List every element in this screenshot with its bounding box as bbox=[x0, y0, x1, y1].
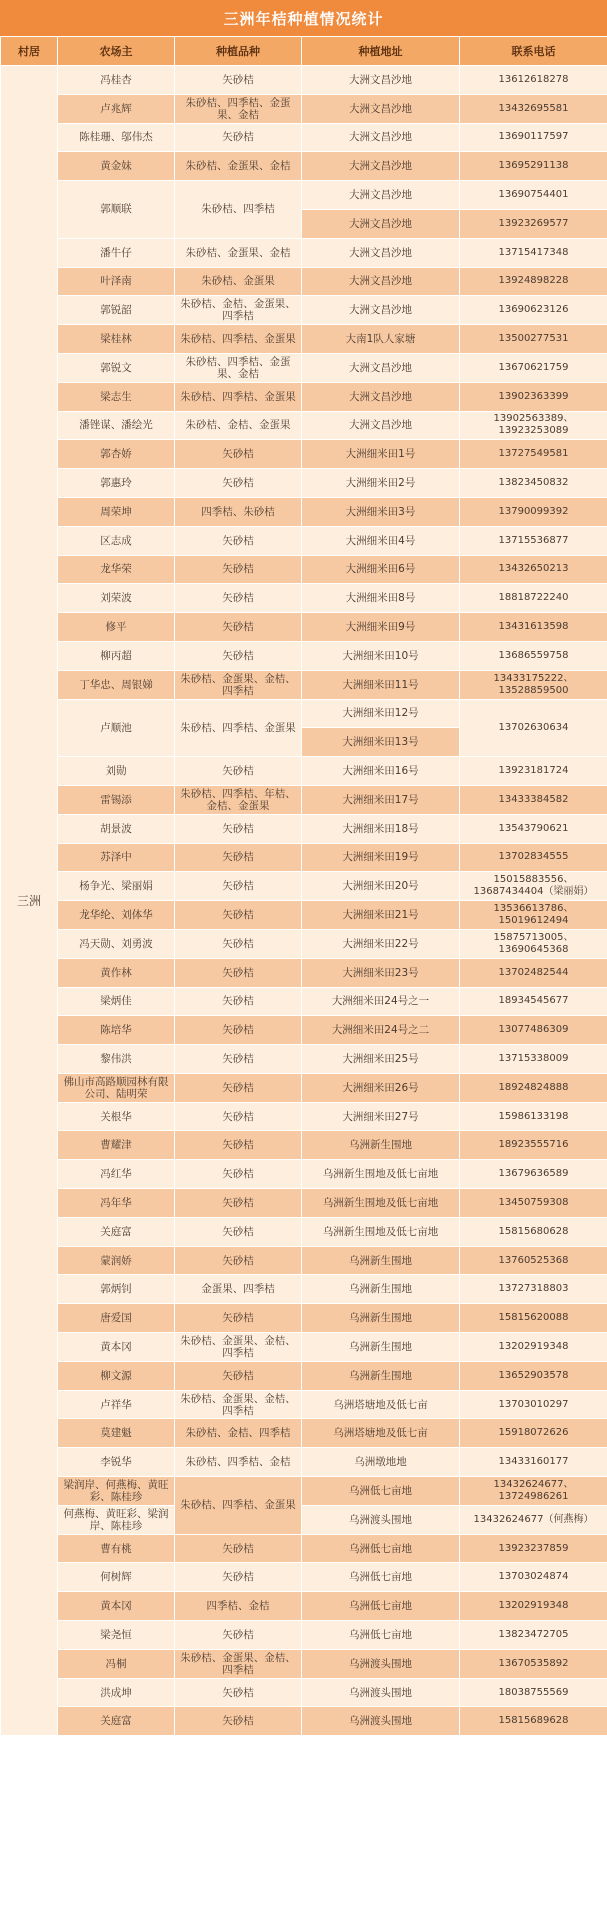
variety-cell: 矢砂桔 bbox=[175, 1016, 302, 1045]
farmer-cell: 潘锉谋、潘绘光 bbox=[58, 411, 175, 440]
farmer-cell: 曹有桃 bbox=[58, 1534, 175, 1563]
table-row bbox=[1, 958, 607, 987]
phone-cell: 15815689628 bbox=[460, 1707, 607, 1736]
variety-cell: 矢砂桔 bbox=[175, 469, 302, 498]
phone-cell: 13202919348 bbox=[460, 1592, 607, 1621]
address-cell: 大洲文昌沙地 bbox=[302, 152, 460, 181]
address-cell: 大洲文昌沙地 bbox=[302, 382, 460, 411]
variety-cell: 朱砂桔、四季桔、金蛋果、金桔 bbox=[175, 353, 302, 382]
variety-cell: 朱砂桔、四季桔、金蛋果、金桔 bbox=[175, 94, 302, 123]
address-cell: 乌洲渡头围地 bbox=[302, 1678, 460, 1707]
address-cell: 大洲细米田6号 bbox=[302, 555, 460, 584]
farmer-cell: 郭锐文 bbox=[58, 353, 175, 382]
farmer-cell: 何燕梅、黄旺彩、梁润岸、陈桂珍 bbox=[58, 1505, 175, 1534]
variety-cell: 矢砂桔 bbox=[175, 123, 302, 152]
address-cell: 大洲细米田8号 bbox=[302, 584, 460, 613]
address-cell: 大洲细米田22号 bbox=[302, 929, 460, 958]
variety-cell: 矢砂桔 bbox=[175, 987, 302, 1016]
address-cell: 大洲细米田27号 bbox=[302, 1102, 460, 1131]
address-cell: 大洲细米田10号 bbox=[302, 641, 460, 670]
table-row bbox=[1, 1189, 607, 1218]
phone-cell: 13686559758 bbox=[460, 641, 607, 670]
table-row bbox=[1, 1361, 607, 1390]
variety-cell: 朱砂桔、金蛋果、金桔、四季桔 bbox=[175, 1649, 302, 1678]
farmer-cell: 冯天勋、刘勇波 bbox=[58, 929, 175, 958]
address-cell: 大洲细米田16号 bbox=[302, 757, 460, 786]
address-cell: 大洲细米田13号 bbox=[302, 728, 460, 757]
farmer-cell: 郭顺联 bbox=[58, 181, 175, 239]
phone-cell: 13690754401 bbox=[460, 181, 607, 210]
table-header-row bbox=[1, 37, 607, 66]
address-cell: 乌洲低七亩地 bbox=[302, 1592, 460, 1621]
farmer-cell: 陈桂珊、邬伟杰 bbox=[58, 123, 175, 152]
address-cell: 大洲细米田18号 bbox=[302, 814, 460, 843]
address-cell: 大洲细米田20号 bbox=[302, 872, 460, 901]
address-cell: 乌洲新生围地及低七亩地 bbox=[302, 1217, 460, 1246]
phone-cell: 13670621759 bbox=[460, 353, 607, 382]
variety-cell: 朱砂桔、金蛋果、金桔、四季桔 bbox=[175, 1333, 302, 1362]
address-cell: 大洲文昌沙地 bbox=[302, 209, 460, 238]
address-cell: 乌洲渡头围地 bbox=[302, 1505, 460, 1534]
table-row bbox=[1, 641, 607, 670]
header-variety: 种植品种 bbox=[175, 37, 302, 66]
table-row bbox=[1, 1304, 607, 1333]
address-cell: 大洲细米田26号 bbox=[302, 1073, 460, 1102]
table-row bbox=[1, 296, 607, 325]
variety-cell: 朱砂桔、四季桔、金蛋果 bbox=[175, 699, 302, 757]
table-row bbox=[1, 1621, 607, 1650]
address-cell: 大洲文昌沙地 bbox=[302, 238, 460, 267]
table-row bbox=[1, 1390, 607, 1419]
phone-cell: 13679636589 bbox=[460, 1160, 607, 1189]
variety-cell: 矢砂桔 bbox=[175, 1534, 302, 1563]
variety-cell: 朱砂桔、金蛋果 bbox=[175, 267, 302, 296]
address-cell: 乌洲塔塘地及低七亩 bbox=[302, 1419, 460, 1448]
farmer-cell: 黄本冈 bbox=[58, 1592, 175, 1621]
variety-cell: 矢砂桔 bbox=[175, 757, 302, 786]
table-row bbox=[1, 555, 607, 584]
variety-cell: 朱砂桔、金蛋果、金桔、四季桔 bbox=[175, 670, 302, 699]
farmer-cell: 何树辉 bbox=[58, 1563, 175, 1592]
farmer-cell: 叶泽南 bbox=[58, 267, 175, 296]
farmer-cell: 卢兆辉 bbox=[58, 94, 175, 123]
table-row bbox=[1, 325, 607, 354]
address-cell: 大洲细米田12号 bbox=[302, 699, 460, 728]
phone-cell: 13703024874 bbox=[460, 1563, 607, 1592]
address-cell: 乌洲塔塘地及低七亩 bbox=[302, 1390, 460, 1419]
variety-cell: 矢砂桔 bbox=[175, 958, 302, 987]
variety-cell: 矢砂桔 bbox=[175, 440, 302, 469]
table-row bbox=[1, 1275, 607, 1304]
phone-cell: 13823472705 bbox=[460, 1621, 607, 1650]
phone-cell: 18818722240 bbox=[460, 584, 607, 613]
table-row bbox=[1, 497, 607, 526]
table-row bbox=[1, 785, 607, 814]
phone-cell: 13612618278 bbox=[460, 66, 607, 95]
table-row bbox=[1, 1448, 607, 1477]
phone-cell: 13536613786、15019612494 bbox=[460, 901, 607, 930]
farmer-cell: 刘勋 bbox=[58, 757, 175, 786]
address-cell: 乌洲新生围地及低七亩地 bbox=[302, 1189, 460, 1218]
table-row bbox=[1, 872, 607, 901]
farmer-cell: 郭炳钊 bbox=[58, 1275, 175, 1304]
address-cell: 大洲文昌沙地 bbox=[302, 123, 460, 152]
table-row bbox=[1, 152, 607, 181]
address-cell: 大洲细米田21号 bbox=[302, 901, 460, 930]
address-cell: 大洲细米田3号 bbox=[302, 497, 460, 526]
phone-cell: 13433175222、13528859500 bbox=[460, 670, 607, 699]
variety-cell: 矢砂桔 bbox=[175, 1189, 302, 1218]
farmer-cell: 关根华 bbox=[58, 1102, 175, 1131]
farmer-cell: 周荣坤 bbox=[58, 497, 175, 526]
phone-cell: 13432624677（何燕梅） bbox=[460, 1505, 607, 1534]
variety-cell: 矢砂桔 bbox=[175, 1707, 302, 1736]
table-body bbox=[1, 66, 607, 1736]
variety-cell: 朱砂桔、金蛋果、金桔 bbox=[175, 238, 302, 267]
address-cell: 大洲细米田17号 bbox=[302, 785, 460, 814]
address-cell: 乌洲渡头围地 bbox=[302, 1707, 460, 1736]
table-row bbox=[1, 1333, 607, 1362]
phone-cell: 18924824888 bbox=[460, 1073, 607, 1102]
address-cell: 乌洲新生围地 bbox=[302, 1333, 460, 1362]
variety-cell: 矢砂桔 bbox=[175, 613, 302, 642]
phone-cell: 13690117597 bbox=[460, 123, 607, 152]
phone-cell: 13702630634 bbox=[460, 699, 607, 757]
table-row bbox=[1, 526, 607, 555]
table-row bbox=[1, 123, 607, 152]
table-row bbox=[1, 267, 607, 296]
address-cell: 大洲细米田2号 bbox=[302, 469, 460, 498]
phone-cell: 13077486309 bbox=[460, 1016, 607, 1045]
address-cell: 大洲细米田25号 bbox=[302, 1045, 460, 1074]
variety-cell: 朱砂桔、四季桔、金蛋果 bbox=[175, 382, 302, 411]
phone-cell: 13715338009 bbox=[460, 1045, 607, 1074]
phone-cell: 15986133198 bbox=[460, 1102, 607, 1131]
variety-cell: 矢砂桔 bbox=[175, 1045, 302, 1074]
table-row bbox=[1, 469, 607, 498]
address-cell: 大洲细米田19号 bbox=[302, 843, 460, 872]
address-cell: 大洲细米田11号 bbox=[302, 670, 460, 699]
variety-cell: 矢砂桔 bbox=[175, 929, 302, 958]
address-cell: 大洲文昌沙地 bbox=[302, 66, 460, 95]
phone-cell: 13702834555 bbox=[460, 843, 607, 872]
table-row bbox=[1, 238, 607, 267]
table-row bbox=[1, 1160, 607, 1189]
table-row bbox=[1, 1419, 607, 1448]
phone-cell: 13727549581 bbox=[460, 440, 607, 469]
phone-cell: 13202919348 bbox=[460, 1333, 607, 1362]
address-cell: 乌洲渡头围地 bbox=[302, 1649, 460, 1678]
phone-cell: 13431613598 bbox=[460, 613, 607, 642]
farmer-cell: 丁华忠、周银娣 bbox=[58, 670, 175, 699]
address-cell: 乌洲墩地地 bbox=[302, 1448, 460, 1477]
table-row bbox=[1, 613, 607, 642]
variety-cell: 矢砂桔 bbox=[175, 1678, 302, 1707]
variety-cell: 矢砂桔 bbox=[175, 1563, 302, 1592]
farmer-cell: 胡景波 bbox=[58, 814, 175, 843]
variety-cell: 矢砂桔 bbox=[175, 1304, 302, 1333]
phone-cell: 13760525368 bbox=[460, 1246, 607, 1275]
variety-cell: 矢砂桔 bbox=[175, 555, 302, 584]
phone-cell: 13715536877 bbox=[460, 526, 607, 555]
table-row bbox=[1, 1534, 607, 1563]
farmer-cell: 关庭富 bbox=[58, 1707, 175, 1736]
phone-cell: 15875713005、13690645368 bbox=[460, 929, 607, 958]
variety-cell: 矢砂桔 bbox=[175, 814, 302, 843]
farmer-cell: 冯红华 bbox=[58, 1160, 175, 1189]
phone-cell: 13695291138 bbox=[460, 152, 607, 181]
table-row bbox=[1, 1246, 607, 1275]
farmer-cell: 冯桐 bbox=[58, 1649, 175, 1678]
address-cell: 乌洲新生围地 bbox=[302, 1304, 460, 1333]
table-row bbox=[1, 1707, 607, 1736]
phone-cell: 13433384582 bbox=[460, 785, 607, 814]
farmer-cell: 陈培华 bbox=[58, 1016, 175, 1045]
farmer-cell: 黎伟洪 bbox=[58, 1045, 175, 1074]
table-row bbox=[1, 843, 607, 872]
phone-cell: 13433160177 bbox=[460, 1448, 607, 1477]
address-cell: 大洲文昌沙地 bbox=[302, 181, 460, 210]
table-row bbox=[1, 1563, 607, 1592]
village-cell: 三洲 bbox=[1, 66, 58, 1736]
farmer-cell: 卢顺池 bbox=[58, 699, 175, 757]
phone-cell: 13543790621 bbox=[460, 814, 607, 843]
variety-cell: 矢砂桔 bbox=[175, 1073, 302, 1102]
farmer-cell: 郭惠玲 bbox=[58, 469, 175, 498]
phone-cell: 13703010297 bbox=[460, 1390, 607, 1419]
variety-cell: 矢砂桔 bbox=[175, 1217, 302, 1246]
farmer-cell: 苏泽中 bbox=[58, 843, 175, 872]
phone-cell: 13902563389、13923253089 bbox=[460, 411, 607, 440]
variety-cell: 朱砂桔、金桔、四季桔 bbox=[175, 1419, 302, 1448]
farmer-cell: 唐爱国 bbox=[58, 1304, 175, 1333]
table-row bbox=[1, 353, 607, 382]
phone-cell: 13923237859 bbox=[460, 1534, 607, 1563]
table-row bbox=[1, 1045, 607, 1074]
phone-cell: 13652903578 bbox=[460, 1361, 607, 1390]
farmer-cell: 梁润岸、何燕梅、黄旺彩、陈桂珍 bbox=[58, 1477, 175, 1506]
phone-cell: 13500277531 bbox=[460, 325, 607, 354]
variety-cell: 四季桔、朱砂桔 bbox=[175, 497, 302, 526]
variety-cell: 朱砂桔、四季桔 bbox=[175, 181, 302, 239]
table-row bbox=[1, 181, 607, 210]
variety-cell: 矢砂桔 bbox=[175, 1102, 302, 1131]
variety-cell: 矢砂桔 bbox=[175, 1131, 302, 1160]
farmer-cell: 柳文源 bbox=[58, 1361, 175, 1390]
phone-cell: 15815620088 bbox=[460, 1304, 607, 1333]
farmer-cell: 杨争光、梁丽娟 bbox=[58, 872, 175, 901]
address-cell: 乌洲低七亩地 bbox=[302, 1563, 460, 1592]
farmer-cell: 修平 bbox=[58, 613, 175, 642]
farmer-cell: 郭锐韶 bbox=[58, 296, 175, 325]
farmer-cell: 龙华纶、刘体华 bbox=[58, 901, 175, 930]
variety-cell: 朱砂桔、金桔、金蛋果、四季桔 bbox=[175, 296, 302, 325]
table-row bbox=[1, 382, 607, 411]
farmer-cell: 雷锡添 bbox=[58, 785, 175, 814]
variety-cell: 朱砂桔、四季桔、金蛋果 bbox=[175, 325, 302, 354]
farmer-cell: 莫建魁 bbox=[58, 1419, 175, 1448]
farmer-cell: 冯年华 bbox=[58, 1189, 175, 1218]
phone-cell: 15815680628 bbox=[460, 1217, 607, 1246]
address-cell: 乌洲新生围地及低七亩地 bbox=[302, 1160, 460, 1189]
address-cell: 大洲文昌沙地 bbox=[302, 94, 460, 123]
header-farmer: 农场主 bbox=[58, 37, 175, 66]
address-cell: 大洲文昌沙地 bbox=[302, 411, 460, 440]
table-row bbox=[1, 929, 607, 958]
address-cell: 乌洲新生围地 bbox=[302, 1246, 460, 1275]
table-row bbox=[1, 440, 607, 469]
table-row bbox=[1, 699, 607, 728]
farmer-cell: 梁志生 bbox=[58, 382, 175, 411]
variety-cell: 矢砂桔 bbox=[175, 901, 302, 930]
farmer-cell: 龙华荣 bbox=[58, 555, 175, 584]
farmer-cell: 李锐华 bbox=[58, 1448, 175, 1477]
table-row bbox=[1, 814, 607, 843]
address-cell: 大洲文昌沙地 bbox=[302, 296, 460, 325]
table-row bbox=[1, 1217, 607, 1246]
phone-cell: 13432624677、13724986261 bbox=[460, 1477, 607, 1506]
farmer-cell: 区志成 bbox=[58, 526, 175, 555]
table-row bbox=[1, 1505, 607, 1534]
phone-cell: 18923555716 bbox=[460, 1131, 607, 1160]
variety-cell: 矢砂桔 bbox=[175, 872, 302, 901]
farmer-cell: 洪成坤 bbox=[58, 1678, 175, 1707]
table-row bbox=[1, 1073, 607, 1102]
phone-cell: 13450759308 bbox=[460, 1189, 607, 1218]
address-cell: 乌洲新生围地 bbox=[302, 1131, 460, 1160]
variety-cell: 朱砂桔、四季桔、金蛋果 bbox=[175, 1477, 302, 1535]
table-row bbox=[1, 1477, 607, 1506]
table-row bbox=[1, 1131, 607, 1160]
table-row bbox=[1, 901, 607, 930]
table-row bbox=[1, 670, 607, 699]
variety-cell: 矢砂桔 bbox=[175, 1160, 302, 1189]
planting-table bbox=[0, 36, 607, 1736]
farmer-cell: 柳丙超 bbox=[58, 641, 175, 670]
farmer-cell: 梁桂林 bbox=[58, 325, 175, 354]
phone-cell: 13727318803 bbox=[460, 1275, 607, 1304]
address-cell: 大洲细米田1号 bbox=[302, 440, 460, 469]
farmer-cell: 佛山市高路顺园林有限公司、陆明荣 bbox=[58, 1073, 175, 1102]
farmer-cell: 黄金妹 bbox=[58, 152, 175, 181]
address-cell: 大洲细米田24号之一 bbox=[302, 987, 460, 1016]
phone-cell: 13432695581 bbox=[460, 94, 607, 123]
address-cell: 大洲文昌沙地 bbox=[302, 267, 460, 296]
phone-cell: 13790099392 bbox=[460, 497, 607, 526]
address-cell: 乌洲低七亩地 bbox=[302, 1477, 460, 1506]
table-row bbox=[1, 1678, 607, 1707]
phone-cell: 13823450832 bbox=[460, 469, 607, 498]
phone-cell: 13923181724 bbox=[460, 757, 607, 786]
variety-cell: 朱砂桔、四季桔、金桔 bbox=[175, 1448, 302, 1477]
header-phone: 联系电话 bbox=[460, 37, 607, 66]
table-row bbox=[1, 584, 607, 613]
variety-cell: 矢砂桔 bbox=[175, 66, 302, 95]
phone-cell: 13432650213 bbox=[460, 555, 607, 584]
address-cell: 乌洲低七亩地 bbox=[302, 1621, 460, 1650]
farmer-cell: 黄作林 bbox=[58, 958, 175, 987]
address-cell: 乌洲新生围地 bbox=[302, 1275, 460, 1304]
farmer-cell: 蒙润娇 bbox=[58, 1246, 175, 1275]
phone-cell: 13702482544 bbox=[460, 958, 607, 987]
table-row bbox=[1, 757, 607, 786]
address-cell: 大南1队人家塘 bbox=[302, 325, 460, 354]
variety-cell: 朱砂桔、金蛋果、金桔 bbox=[175, 152, 302, 181]
phone-cell: 18038755569 bbox=[460, 1678, 607, 1707]
farmer-cell: 梁炳佳 bbox=[58, 987, 175, 1016]
header-village: 村居 bbox=[1, 37, 58, 66]
variety-cell: 朱砂桔、金蛋果、金桔、四季桔 bbox=[175, 1390, 302, 1419]
phone-cell: 15918072626 bbox=[460, 1419, 607, 1448]
farmer-cell: 曹耀津 bbox=[58, 1131, 175, 1160]
farmer-cell: 梁尧恒 bbox=[58, 1621, 175, 1650]
variety-cell: 矢砂桔 bbox=[175, 1621, 302, 1650]
farmer-cell: 郭杏娇 bbox=[58, 440, 175, 469]
variety-cell: 矢砂桔 bbox=[175, 641, 302, 670]
phone-cell: 13670535892 bbox=[460, 1649, 607, 1678]
header-address: 种植地址 bbox=[302, 37, 460, 66]
variety-cell: 矢砂桔 bbox=[175, 843, 302, 872]
address-cell: 大洲细米田4号 bbox=[302, 526, 460, 555]
farmer-cell: 卢祥华 bbox=[58, 1390, 175, 1419]
phone-cell: 13690623126 bbox=[460, 296, 607, 325]
variety-cell: 矢砂桔 bbox=[175, 584, 302, 613]
variety-cell: 朱砂桔、四季桔、年桔、金桔、金蛋果 bbox=[175, 785, 302, 814]
address-cell: 大洲文昌沙地 bbox=[302, 353, 460, 382]
address-cell: 大洲细米田24号之二 bbox=[302, 1016, 460, 1045]
variety-cell: 矢砂桔 bbox=[175, 1246, 302, 1275]
variety-cell: 矢砂桔 bbox=[175, 1361, 302, 1390]
table-row bbox=[1, 987, 607, 1016]
table-row bbox=[1, 1102, 607, 1131]
farmer-cell: 冯桂杏 bbox=[58, 66, 175, 95]
variety-cell: 朱砂桔、金桔、金蛋果 bbox=[175, 411, 302, 440]
address-cell: 乌洲低七亩地 bbox=[302, 1534, 460, 1563]
variety-cell: 四季桔、金桔 bbox=[175, 1592, 302, 1621]
address-cell: 大洲细米田23号 bbox=[302, 958, 460, 987]
table-row bbox=[1, 94, 607, 123]
farmer-cell: 潘牛仔 bbox=[58, 238, 175, 267]
table-row bbox=[1, 66, 607, 95]
variety-cell: 矢砂桔 bbox=[175, 526, 302, 555]
farmer-cell: 关庭富 bbox=[58, 1217, 175, 1246]
table-row bbox=[1, 411, 607, 440]
phone-cell: 13923269577 bbox=[460, 209, 607, 238]
page-title: 三洲年桔种植情况统计 bbox=[0, 0, 607, 36]
phone-cell: 18934545677 bbox=[460, 987, 607, 1016]
variety-cell: 金蛋果、四季桔 bbox=[175, 1275, 302, 1304]
phone-cell: 15015883556、13687434404（梁丽娟） bbox=[460, 872, 607, 901]
table-row bbox=[1, 1592, 607, 1621]
table-row bbox=[1, 1649, 607, 1678]
address-cell: 乌洲新生围地 bbox=[302, 1361, 460, 1390]
phone-cell: 13924898228 bbox=[460, 267, 607, 296]
phone-cell: 13902363399 bbox=[460, 382, 607, 411]
farmer-cell: 黄本冈 bbox=[58, 1333, 175, 1362]
table-row bbox=[1, 1016, 607, 1045]
address-cell: 大洲细米田9号 bbox=[302, 613, 460, 642]
farmer-cell: 刘荣波 bbox=[58, 584, 175, 613]
phone-cell: 13715417348 bbox=[460, 238, 607, 267]
